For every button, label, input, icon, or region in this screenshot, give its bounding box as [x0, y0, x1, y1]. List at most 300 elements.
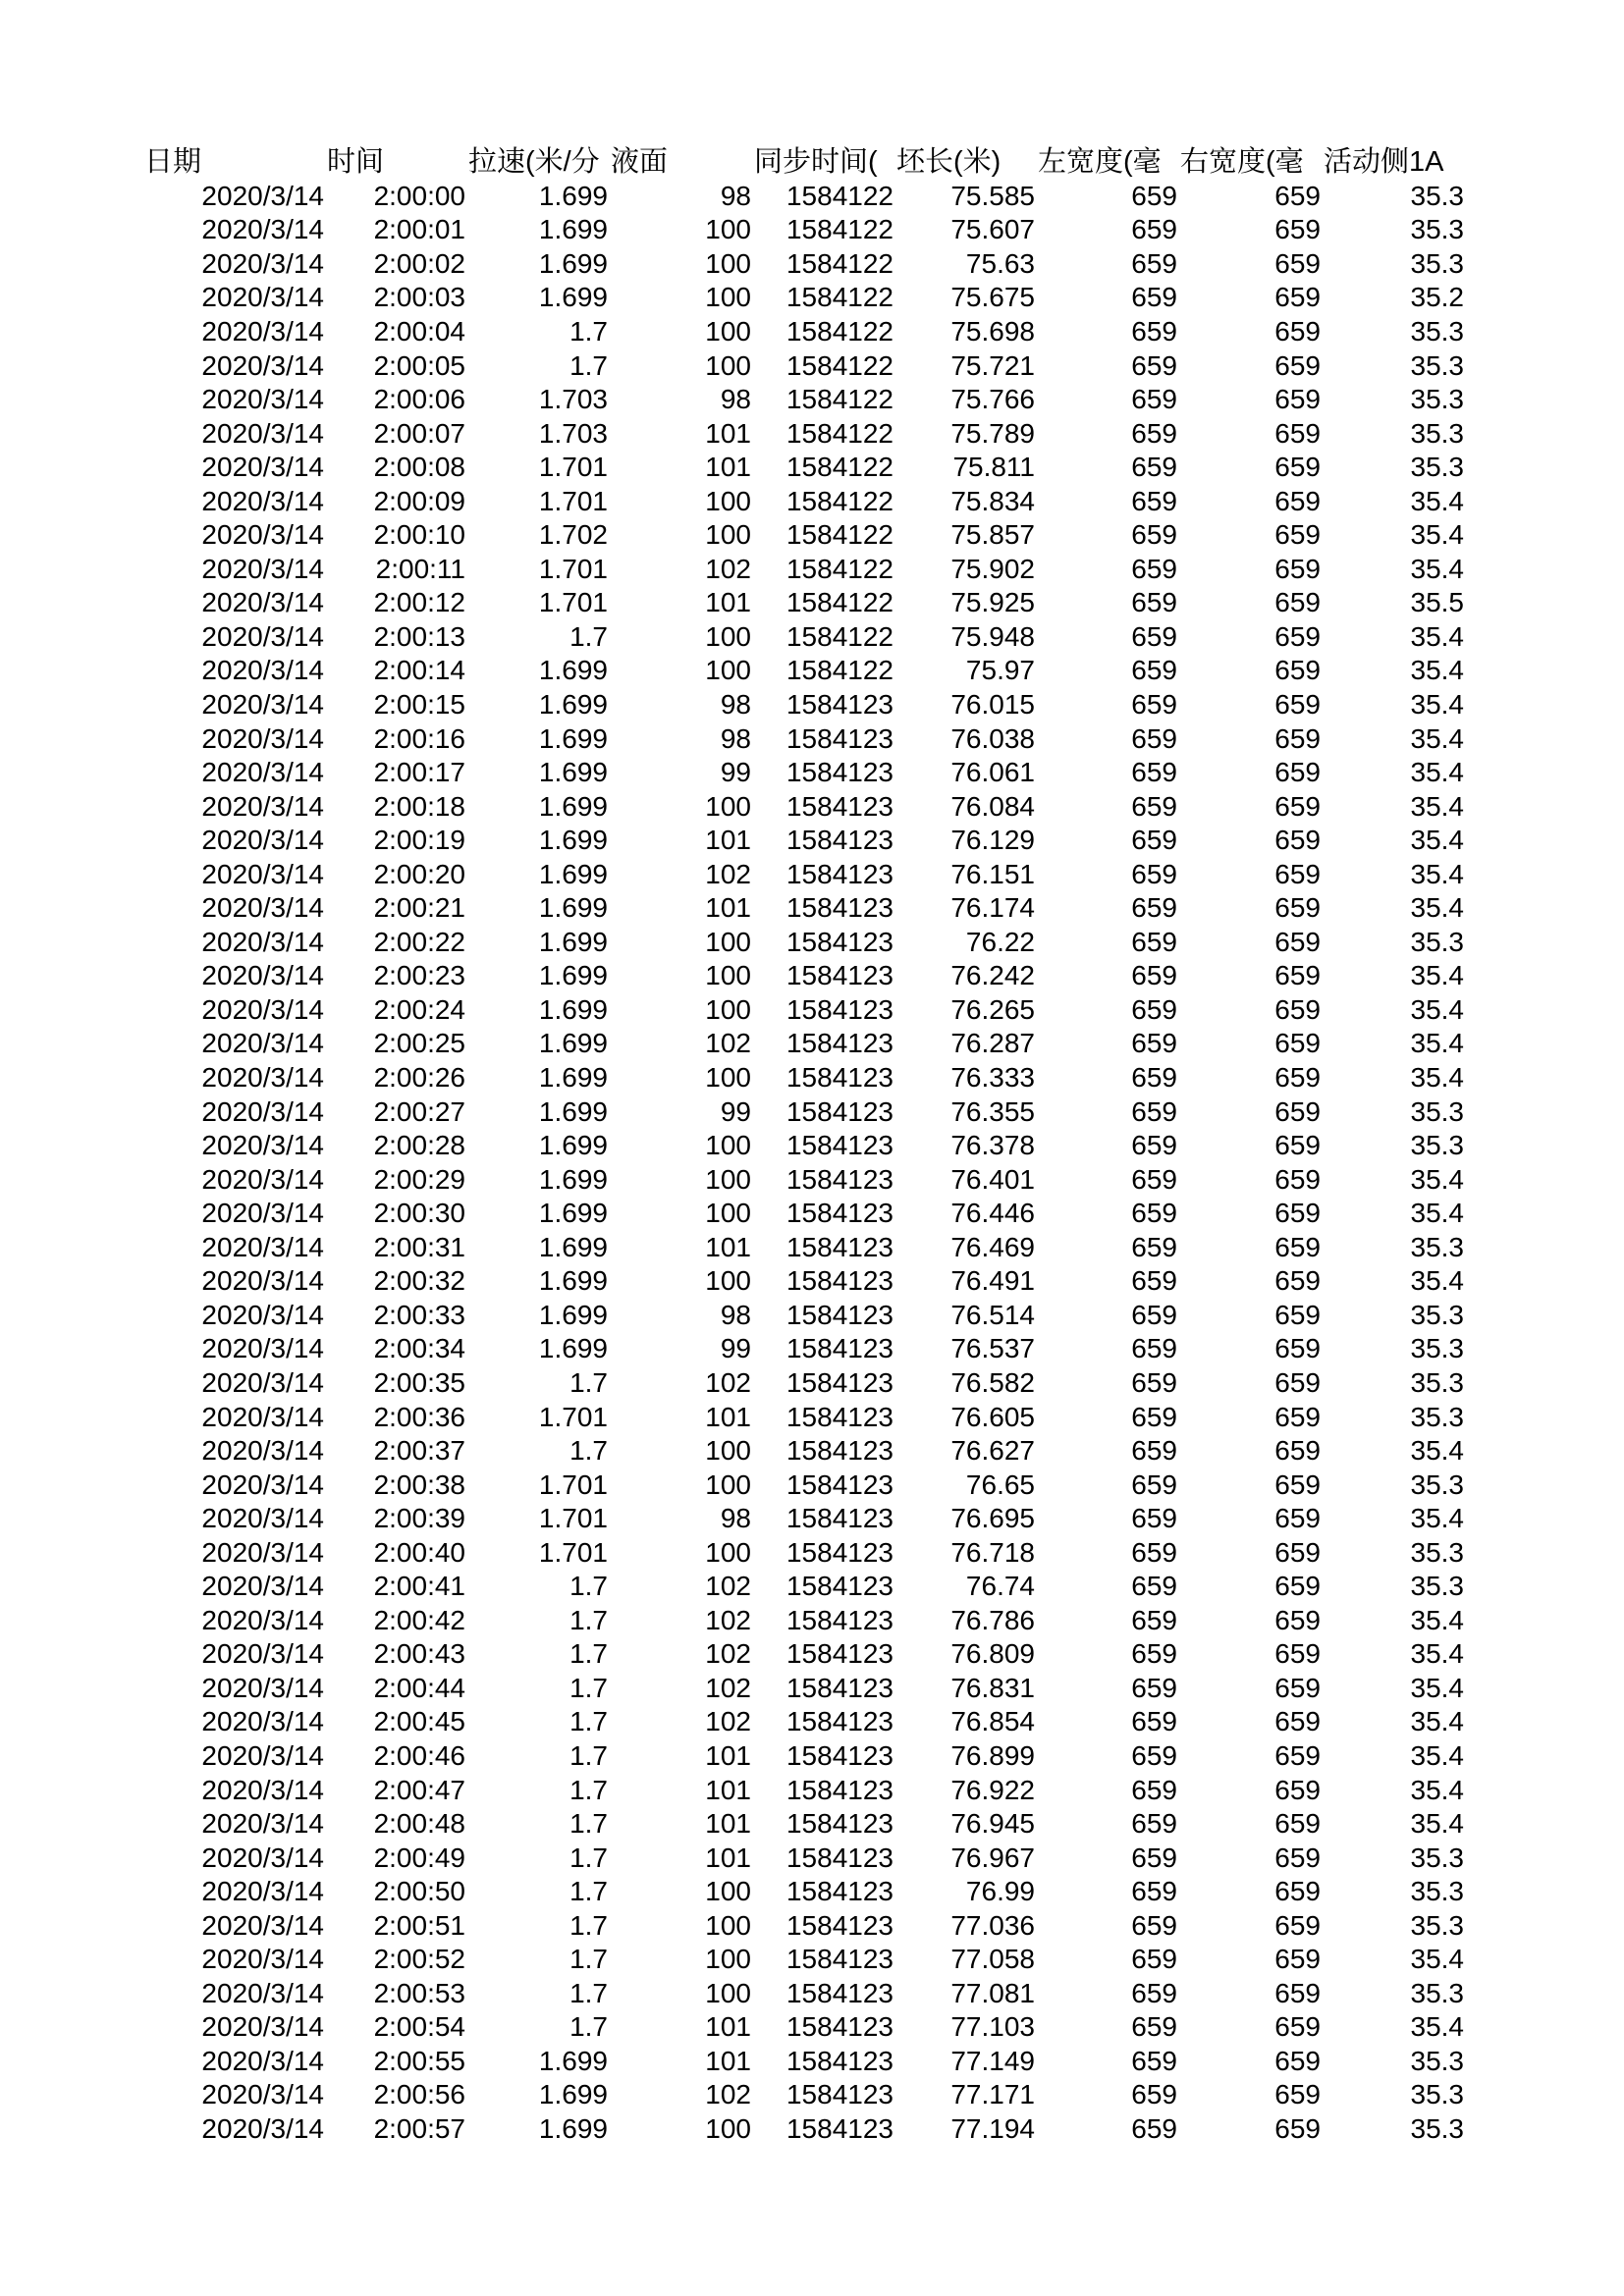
cell-sync-time: 1584123: [785, 825, 893, 856]
cell-slab-length: 76.967: [950, 1842, 1035, 1873]
cell-left-width: 659: [1131, 417, 1177, 449]
cell-active-side-1a: 35.4: [1410, 790, 1464, 822]
table-row: [144, 959, 1467, 993]
cell-slab-length: 76.084: [950, 790, 1035, 822]
cell-casting-speed: 1.699: [538, 1028, 608, 1059]
table-row: [144, 1027, 1467, 1061]
cell-right-width: 659: [1274, 993, 1321, 1025]
cell-time: 2:00:17: [373, 757, 465, 788]
cell-sync-time: 1584123: [785, 1401, 893, 1432]
cell-casting-speed: 1.699: [538, 2112, 608, 2144]
cell-time: 2:00:02: [373, 247, 465, 279]
cell-left-width: 659: [1131, 1977, 1177, 2008]
cell-time: 2:00:09: [373, 485, 465, 516]
table-row: [144, 1637, 1467, 1672]
cell-right-width: 659: [1274, 519, 1321, 551]
cell-time: 2:00:31: [373, 1231, 465, 1262]
cell-casting-speed: 1.7: [569, 1774, 608, 1805]
cell-date: 2020/3/14: [201, 1231, 324, 1262]
table-row: [144, 1468, 1467, 1502]
cell-casting-speed: 1.7: [569, 2011, 608, 2043]
cell-casting-speed: 1.699: [538, 993, 608, 1025]
cell-liquid-level: 100: [705, 247, 751, 279]
cell-date: 2020/3/14: [201, 620, 324, 652]
cell-time: 2:00:13: [373, 620, 465, 652]
cell-right-width: 659: [1274, 316, 1321, 347]
cell-active-side-1a: 35.4: [1410, 1604, 1464, 1635]
cell-left-width: 659: [1131, 1130, 1177, 1161]
cell-right-width: 659: [1274, 1028, 1321, 1059]
cell-slab-length: 75.948: [950, 620, 1035, 652]
cell-left-width: 659: [1131, 1638, 1177, 1670]
cell-left-width: 659: [1131, 1401, 1177, 1432]
cell-slab-length: 76.038: [950, 722, 1035, 754]
cell-time: 2:00:25: [373, 1028, 465, 1059]
cell-time: 2:00:27: [373, 1095, 465, 1127]
cell-liquid-level: 100: [705, 316, 751, 347]
cell-sync-time: 1584122: [785, 214, 893, 245]
cell-active-side-1a: 35.5: [1410, 587, 1464, 618]
cell-time: 2:00:28: [373, 1130, 465, 1161]
header-row: [144, 145, 1467, 180]
cell-left-width: 659: [1131, 1503, 1177, 1534]
cell-liquid-level: 100: [705, 2112, 751, 2144]
cell-casting-speed: 1.701: [538, 452, 608, 483]
cell-time: 2:00:05: [373, 349, 465, 381]
cell-right-width: 659: [1274, 858, 1321, 889]
cell-sync-time: 1584123: [785, 1706, 893, 1737]
cell-date: 2020/3/14: [201, 1130, 324, 1161]
cell-right-width: 659: [1274, 1468, 1321, 1500]
cell-sync-time: 1584123: [785, 1130, 893, 1161]
cell-left-width: 659: [1131, 553, 1177, 584]
cell-right-width: 659: [1274, 452, 1321, 483]
cell-active-side-1a: 35.3: [1410, 2079, 1464, 2110]
cell-date: 2020/3/14: [201, 926, 324, 957]
cell-active-side-1a: 35.4: [1410, 1638, 1464, 1670]
cell-time: 2:00:46: [373, 1739, 465, 1771]
cell-liquid-level: 100: [705, 1909, 751, 1941]
cell-sync-time: 1584123: [785, 1876, 893, 1907]
cell-right-width: 659: [1274, 1198, 1321, 1229]
cell-date: 2020/3/14: [201, 1198, 324, 1229]
cell-casting-speed: 1.702: [538, 519, 608, 551]
cell-sync-time: 1584123: [785, 892, 893, 924]
cell-sync-time: 1584123: [785, 1536, 893, 1568]
cell-right-width: 659: [1274, 214, 1321, 245]
cell-time: 2:00:26: [373, 1062, 465, 1094]
table-row: [144, 1672, 1467, 1706]
cell-liquid-level: 100: [705, 620, 751, 652]
cell-right-width: 659: [1274, 384, 1321, 415]
cell-slab-length: 75.925: [950, 587, 1035, 618]
cell-casting-speed: 1.699: [538, 1333, 608, 1364]
cell-casting-speed: 1.699: [538, 1062, 608, 1094]
cell-liquid-level: 100: [705, 1130, 751, 1161]
cell-casting-speed: 1.699: [538, 689, 608, 721]
cell-liquid-level: 98: [720, 180, 751, 211]
table-row: [144, 1875, 1467, 1909]
cell-casting-speed: 1.7: [569, 1672, 608, 1703]
cell-right-width: 659: [1274, 1774, 1321, 1805]
cell-sync-time: 1584123: [785, 1265, 893, 1297]
cell-right-width: 659: [1274, 1638, 1321, 1670]
table-row: [144, 1095, 1467, 1129]
cell-date: 2020/3/14: [201, 1739, 324, 1771]
cell-sync-time: 1584123: [785, 858, 893, 889]
cell-slab-length: 76.469: [950, 1231, 1035, 1262]
cell-sync-time: 1584123: [785, 1299, 893, 1330]
table-row: [144, 1366, 1467, 1401]
cell-active-side-1a: 35.4: [1410, 858, 1464, 889]
cell-left-width: 659: [1131, 1739, 1177, 1771]
cell-left-width: 659: [1131, 587, 1177, 618]
cell-casting-speed: 1.699: [538, 655, 608, 686]
cell-active-side-1a: 35.3: [1410, 180, 1464, 211]
cell-time: 2:00:22: [373, 926, 465, 957]
cell-casting-speed: 1.701: [538, 1536, 608, 1568]
cell-liquid-level: 100: [705, 926, 751, 957]
header-right-width: 右宽度(毫: [1180, 146, 1304, 179]
cell-casting-speed: 1.7: [569, 1808, 608, 1840]
cell-date: 2020/3/14: [201, 2112, 324, 2144]
cell-right-width: 659: [1274, 926, 1321, 957]
cell-active-side-1a: 35.3: [1410, 926, 1464, 957]
header-sync-time: 同步时间(: [754, 146, 878, 179]
cell-date: 2020/3/14: [201, 1944, 324, 1975]
cell-slab-length: 76.945: [950, 1808, 1035, 1840]
table-row: [144, 1570, 1467, 1604]
cell-casting-speed: 1.699: [538, 1265, 608, 1297]
cell-casting-speed: 1.699: [538, 1299, 608, 1330]
cell-left-width: 659: [1131, 2079, 1177, 2110]
table-row: [144, 789, 1467, 824]
cell-liquid-level: 98: [720, 1503, 751, 1534]
cell-date: 2020/3/14: [201, 1468, 324, 1500]
cell-time: 2:00:10: [373, 519, 465, 551]
table-row: [144, 1977, 1467, 2011]
cell-casting-speed: 1.7: [569, 1977, 608, 2008]
cell-slab-length: 76.333: [950, 1062, 1035, 1094]
cell-slab-length: 76.627: [950, 1435, 1035, 1467]
cell-time: 2:00:35: [373, 1366, 465, 1398]
cell-slab-length: 77.081: [950, 1977, 1035, 2008]
cell-time: 2:00:40: [373, 1536, 465, 1568]
cell-liquid-level: 100: [705, 1468, 751, 1500]
cell-date: 2020/3/14: [201, 384, 324, 415]
cell-left-width: 659: [1131, 825, 1177, 856]
cell-right-width: 659: [1274, 1909, 1321, 1941]
table-row: [144, 1535, 1467, 1570]
cell-date: 2020/3/14: [201, 858, 324, 889]
cell-liquid-level: 102: [705, 1366, 751, 1398]
table-row: [144, 1841, 1467, 1875]
cell-casting-speed: 1.699: [538, 790, 608, 822]
cell-slab-length: 76.74: [965, 1571, 1035, 1602]
cell-slab-length: 76.174: [950, 892, 1035, 924]
cell-active-side-1a: 35.3: [1410, 1095, 1464, 1127]
table-row: [144, 1400, 1467, 1434]
cell-slab-length: 76.265: [950, 993, 1035, 1025]
cell-sync-time: 1584123: [785, 1468, 893, 1500]
cell-casting-speed: 1.703: [538, 417, 608, 449]
cell-left-width: 659: [1131, 1706, 1177, 1737]
cell-slab-length: 75.698: [950, 316, 1035, 347]
cell-time: 2:00:32: [373, 1265, 465, 1297]
cell-left-width: 659: [1131, 2045, 1177, 2076]
cell-right-width: 659: [1274, 1435, 1321, 1467]
cell-time: 2:00:39: [373, 1503, 465, 1534]
cell-liquid-level: 101: [705, 2011, 751, 2043]
table-row: [144, 1197, 1467, 1231]
cell-time: 2:00:38: [373, 1468, 465, 1500]
cell-date: 2020/3/14: [201, 2045, 324, 2076]
cell-slab-length: 75.857: [950, 519, 1035, 551]
cell-casting-speed: 1.7: [569, 316, 608, 347]
cell-date: 2020/3/14: [201, 825, 324, 856]
cell-active-side-1a: 35.4: [1410, 1435, 1464, 1467]
cell-right-width: 659: [1274, 1401, 1321, 1432]
cell-date: 2020/3/14: [201, 757, 324, 788]
cell-date: 2020/3/14: [201, 960, 324, 991]
cell-liquid-level: 100: [705, 1062, 751, 1094]
cell-slab-length: 75.675: [950, 282, 1035, 313]
cell-casting-speed: 1.699: [538, 858, 608, 889]
table-row: [144, 2010, 1467, 2045]
cell-right-width: 659: [1274, 1739, 1321, 1771]
table-row: [144, 1502, 1467, 1536]
cell-casting-speed: 1.699: [538, 1130, 608, 1161]
table-row: [144, 247, 1467, 282]
table-row: [144, 993, 1467, 1028]
table-row: [144, 721, 1467, 756]
cell-slab-length: 75.97: [965, 655, 1035, 686]
table-row: [144, 1705, 1467, 1739]
cell-left-width: 659: [1131, 1366, 1177, 1398]
cell-left-width: 659: [1131, 620, 1177, 652]
cell-left-width: 659: [1131, 1333, 1177, 1364]
cell-casting-speed: 1.701: [538, 1468, 608, 1500]
cell-right-width: 659: [1274, 282, 1321, 313]
cell-time: 2:00:48: [373, 1808, 465, 1840]
cell-left-width: 659: [1131, 316, 1177, 347]
cell-time: 2:00:41: [373, 1571, 465, 1602]
cell-active-side-1a: 35.4: [1410, 553, 1464, 584]
cell-active-side-1a: 35.4: [1410, 1672, 1464, 1703]
cell-slab-length: 76.491: [950, 1265, 1035, 1297]
cell-right-width: 659: [1274, 2011, 1321, 2043]
cell-right-width: 659: [1274, 722, 1321, 754]
cell-casting-speed: 1.7: [569, 1876, 608, 1907]
cell-active-side-1a: 35.4: [1410, 1198, 1464, 1229]
cell-date: 2020/3/14: [201, 1366, 324, 1398]
table-row: [144, 281, 1467, 315]
cell-liquid-level: 98: [720, 384, 751, 415]
cell-liquid-level: 102: [705, 1672, 751, 1703]
cell-liquid-level: 101: [705, 452, 751, 483]
cell-liquid-level: 99: [720, 1333, 751, 1364]
cell-date: 2020/3/14: [201, 247, 324, 279]
cell-casting-speed: 1.7: [569, 1604, 608, 1635]
cell-active-side-1a: 35.3: [1410, 1876, 1464, 1907]
cell-slab-length: 76.514: [950, 1299, 1035, 1330]
cell-active-side-1a: 35.4: [1410, 1739, 1464, 1771]
cell-liquid-level: 102: [705, 1028, 751, 1059]
cell-sync-time: 1584123: [785, 757, 893, 788]
cell-liquid-level: 100: [705, 485, 751, 516]
cell-casting-speed: 1.701: [538, 553, 608, 584]
cell-slab-length: 77.103: [950, 2011, 1035, 2043]
cell-date: 2020/3/14: [201, 1095, 324, 1127]
cell-casting-speed: 1.7: [569, 349, 608, 381]
cell-slab-length: 75.811: [952, 452, 1035, 483]
cell-time: 2:00:19: [373, 825, 465, 856]
cell-casting-speed: 1.699: [538, 722, 608, 754]
table-row: [144, 926, 1467, 960]
cell-sync-time: 1584122: [785, 349, 893, 381]
cell-date: 2020/3/14: [201, 1808, 324, 1840]
cell-casting-speed: 1.701: [538, 1503, 608, 1534]
cell-time: 2:00:11: [375, 553, 465, 584]
cell-active-side-1a: 35.3: [1410, 2112, 1464, 2144]
cell-time: 2:00:43: [373, 1638, 465, 1670]
cell-sync-time: 1584122: [785, 452, 893, 483]
cell-sync-time: 1584122: [785, 247, 893, 279]
cell-sync-time: 1584123: [785, 1604, 893, 1635]
cell-date: 2020/3/14: [201, 1163, 324, 1195]
cell-right-width: 659: [1274, 655, 1321, 686]
table-row: [144, 315, 1467, 349]
cell-date: 2020/3/14: [201, 1062, 324, 1094]
cell-right-width: 659: [1274, 1876, 1321, 1907]
cell-sync-time: 1584123: [785, 2112, 893, 2144]
cell-active-side-1a: 35.4: [1410, 1062, 1464, 1094]
cell-liquid-level: 101: [705, 1808, 751, 1840]
cell-left-width: 659: [1131, 2011, 1177, 2043]
cell-left-width: 659: [1131, 689, 1177, 721]
cell-casting-speed: 1.699: [538, 757, 608, 788]
cell-right-width: 659: [1274, 689, 1321, 721]
cell-right-width: 659: [1274, 757, 1321, 788]
table-row: [144, 484, 1467, 518]
cell-active-side-1a: 35.3: [1410, 316, 1464, 347]
cell-right-width: 659: [1274, 587, 1321, 618]
cell-time: 2:00:23: [373, 960, 465, 991]
cell-slab-length: 76.015: [950, 689, 1035, 721]
cell-right-width: 659: [1274, 892, 1321, 924]
cell-date: 2020/3/14: [201, 1604, 324, 1635]
cell-time: 2:00:34: [373, 1333, 465, 1364]
table-row: [144, 756, 1467, 790]
cell-casting-speed: 1.699: [538, 180, 608, 211]
cell-sync-time: 1584123: [785, 926, 893, 957]
cell-time: 2:00:57: [373, 2112, 465, 2144]
cell-liquid-level: 102: [705, 1571, 751, 1602]
cell-active-side-1a: 35.3: [1410, 1130, 1464, 1161]
cell-right-width: 659: [1274, 620, 1321, 652]
cell-casting-speed: 1.7: [569, 1435, 608, 1467]
cell-time: 2:00:55: [373, 2045, 465, 2076]
cell-right-width: 659: [1274, 1536, 1321, 1568]
cell-slab-length: 76.854: [950, 1706, 1035, 1737]
cell-active-side-1a: 35.3: [1410, 1909, 1464, 1941]
cell-slab-length: 75.834: [950, 485, 1035, 516]
cell-date: 2020/3/14: [201, 1842, 324, 1873]
cell-time: 2:00:21: [373, 892, 465, 924]
cell-active-side-1a: 35.4: [1410, 1028, 1464, 1059]
cell-slab-length: 76.129: [950, 825, 1035, 856]
cell-left-width: 659: [1131, 1909, 1177, 1941]
cell-slab-length: 76.22: [965, 926, 1035, 957]
cell-date: 2020/3/14: [201, 519, 324, 551]
cell-right-width: 659: [1274, 1231, 1321, 1262]
table-row: [144, 416, 1467, 451]
cell-casting-speed: 1.703: [538, 384, 608, 415]
cell-date: 2020/3/14: [201, 553, 324, 584]
cell-sync-time: 1584122: [785, 485, 893, 516]
cell-casting-speed: 1.699: [538, 1163, 608, 1195]
cell-sync-time: 1584123: [785, 1672, 893, 1703]
cell-left-width: 659: [1131, 1231, 1177, 1262]
cell-date: 2020/3/14: [201, 1265, 324, 1297]
cell-time: 2:00:54: [373, 2011, 465, 2043]
cell-left-width: 659: [1131, 1672, 1177, 1703]
cell-liquid-level: 100: [705, 1977, 751, 2008]
cell-active-side-1a: 35.3: [1410, 247, 1464, 279]
cell-left-width: 659: [1131, 1028, 1177, 1059]
cell-time: 2:00:51: [373, 1909, 465, 1941]
cell-casting-speed: 1.7: [569, 1706, 608, 1737]
cell-liquid-level: 101: [705, 2045, 751, 2076]
cell-left-width: 659: [1131, 2112, 1177, 2144]
cell-time: 2:00:52: [373, 1944, 465, 1975]
table-row: [144, 1773, 1467, 1807]
table-row: [144, 2045, 1467, 2079]
table-row: [144, 1129, 1467, 1163]
cell-slab-length: 75.766: [950, 384, 1035, 415]
cell-right-width: 659: [1274, 180, 1321, 211]
table-row: [144, 1943, 1467, 1977]
cell-slab-length: 76.65: [965, 1468, 1035, 1500]
cell-date: 2020/3/14: [201, 417, 324, 449]
cell-left-width: 659: [1131, 1265, 1177, 1297]
cell-time: 2:00:44: [373, 1672, 465, 1703]
cell-left-width: 659: [1131, 180, 1177, 211]
cell-active-side-1a: 35.3: [1410, 1842, 1464, 1873]
table-row: [144, 451, 1467, 485]
cell-liquid-level: 100: [705, 349, 751, 381]
cell-casting-speed: 1.699: [538, 2045, 608, 2076]
cell-sync-time: 1584123: [785, 1163, 893, 1195]
cell-active-side-1a: 35.3: [1410, 1333, 1464, 1364]
cell-sync-time: 1584122: [785, 587, 893, 618]
cell-liquid-level: 100: [705, 214, 751, 245]
cell-slab-length: 76.695: [950, 1503, 1035, 1534]
cell-date: 2020/3/14: [201, 180, 324, 211]
cell-slab-length: 76.401: [950, 1163, 1035, 1195]
cell-active-side-1a: 35.3: [1410, 349, 1464, 381]
table-row: [144, 688, 1467, 722]
cell-slab-length: 76.786: [950, 1604, 1035, 1635]
cell-time: 2:00:36: [373, 1401, 465, 1432]
cell-right-width: 659: [1274, 485, 1321, 516]
cell-left-width: 659: [1131, 858, 1177, 889]
cell-date: 2020/3/14: [201, 1028, 324, 1059]
cell-sync-time: 1584123: [785, 2045, 893, 2076]
cell-slab-length: 77.171: [950, 2079, 1035, 2110]
cell-active-side-1a: 35.4: [1410, 519, 1464, 551]
cell-sync-time: 1584123: [785, 1774, 893, 1805]
